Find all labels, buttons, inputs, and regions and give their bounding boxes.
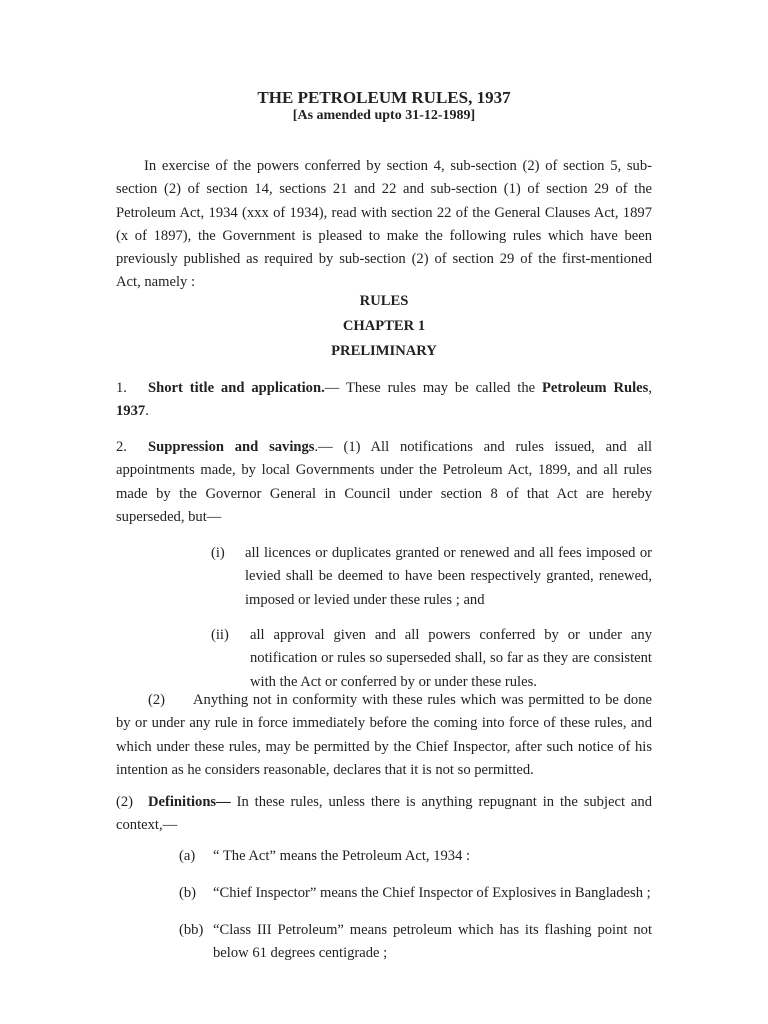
rule-2-heading-tail: .	[314, 439, 319, 455]
heading-rules: RULES	[359, 293, 409, 309]
rule-1-name: Petroleum Rules	[542, 380, 649, 396]
heading-chapter: CHAPTER 1	[342, 318, 426, 334]
rule-2-item-i-marker: (i)	[211, 545, 225, 561]
rule-2-item-ii-marker: (ii)	[211, 627, 229, 643]
definition-bb-marker: (bb)	[179, 922, 204, 938]
rule-2-heading: Suppression and savings	[148, 439, 315, 455]
intro-text: In exercise of the powers conferred by section 4, sub-section (2) of section 5, sub-section (2) of section 14, sections 21 and 22 and sub-section (1) of section 29 of the Petroleum Act, 1934 (xxx of 1934), read with section 22 of the General Clauses Act, 1897 (x of 1897), the Government is pleased to make the following rules which have been previously published as required by sub-section (2) of section 29 of the first-mentioned Act, namely :	[116, 158, 652, 291]
definitions	[116, 791, 652, 838]
rule-1-text: — These rules may be called the	[324, 380, 543, 396]
rule-2-number: 2.	[116, 439, 127, 455]
definitions-heading: Definitions	[148, 794, 217, 810]
rule-2-text: — (1) All notifications and rules issued, and all appointments made, by local Governments under the Petroleum Act, 1899, and all rules made by the Governor General in Council under section 8 of that Act are hereby superseded, but—	[116, 439, 653, 525]
rule-1-tail: ,	[648, 380, 652, 396]
definition-b: “Chief Inspector” means the Chief Inspector of Explosives in Bangladesh ;	[213, 885, 651, 901]
document-subtitle: [As amended upto 31-12-1989]	[292, 108, 476, 123]
rule-2-subsection-2-text: Anything not in conformity with these rules which was permitted to be done by or under any rule in force immediately before the coming into force of these rules, and which under these rules, may be permitted by the Chief Inspector, after such notice of his intention as he considers reasonable, declares that it is not so permitted.	[116, 692, 652, 778]
document-title: THE PETROLEUM RULES, 1937	[257, 88, 511, 107]
rule-1-heading: Short title and application.	[148, 380, 325, 396]
rule-1	[116, 377, 652, 424]
rule-1-number: 1.	[116, 380, 127, 396]
definitions-text: In these rules, unless there is anything repugnant in the subject and context,—	[116, 794, 652, 834]
heading-preliminary: PRELIMINARY	[331, 343, 437, 359]
rule-1-year-tail: .	[145, 403, 149, 420]
rule-2	[116, 436, 652, 529]
rule-1-year: 1937	[116, 403, 146, 420]
definition-b-marker: (b)	[179, 885, 197, 901]
rule-2-subsection-2	[116, 689, 652, 782]
rule-2-item-i: all licences or duplicates granted or renewed and all fees imposed or levied shall be deemed to have been respectively granted, renewed, imposed or levied under these rules ; and	[245, 545, 652, 608]
definition-a: “ The Act” means the Petroleum Act, 1934 :	[213, 848, 471, 864]
definition-bb: “Class III Petroleum” means petroleum which has its flashing point not below 61 degrees centigrade ;	[213, 922, 652, 962]
definitions-marker: (2)	[116, 794, 134, 810]
rule-2-item-ii: all approval given and all powers conferred by or under any notification or rules so superseded shall, so far as they are consistent with the Act or conferred by or under these rules.	[250, 627, 652, 690]
intro-paragraph	[116, 155, 652, 295]
rule-2-subsection-2-marker: (2)	[148, 692, 166, 708]
definition-a-marker: (a)	[179, 848, 196, 864]
definitions-dash: —	[216, 794, 231, 810]
